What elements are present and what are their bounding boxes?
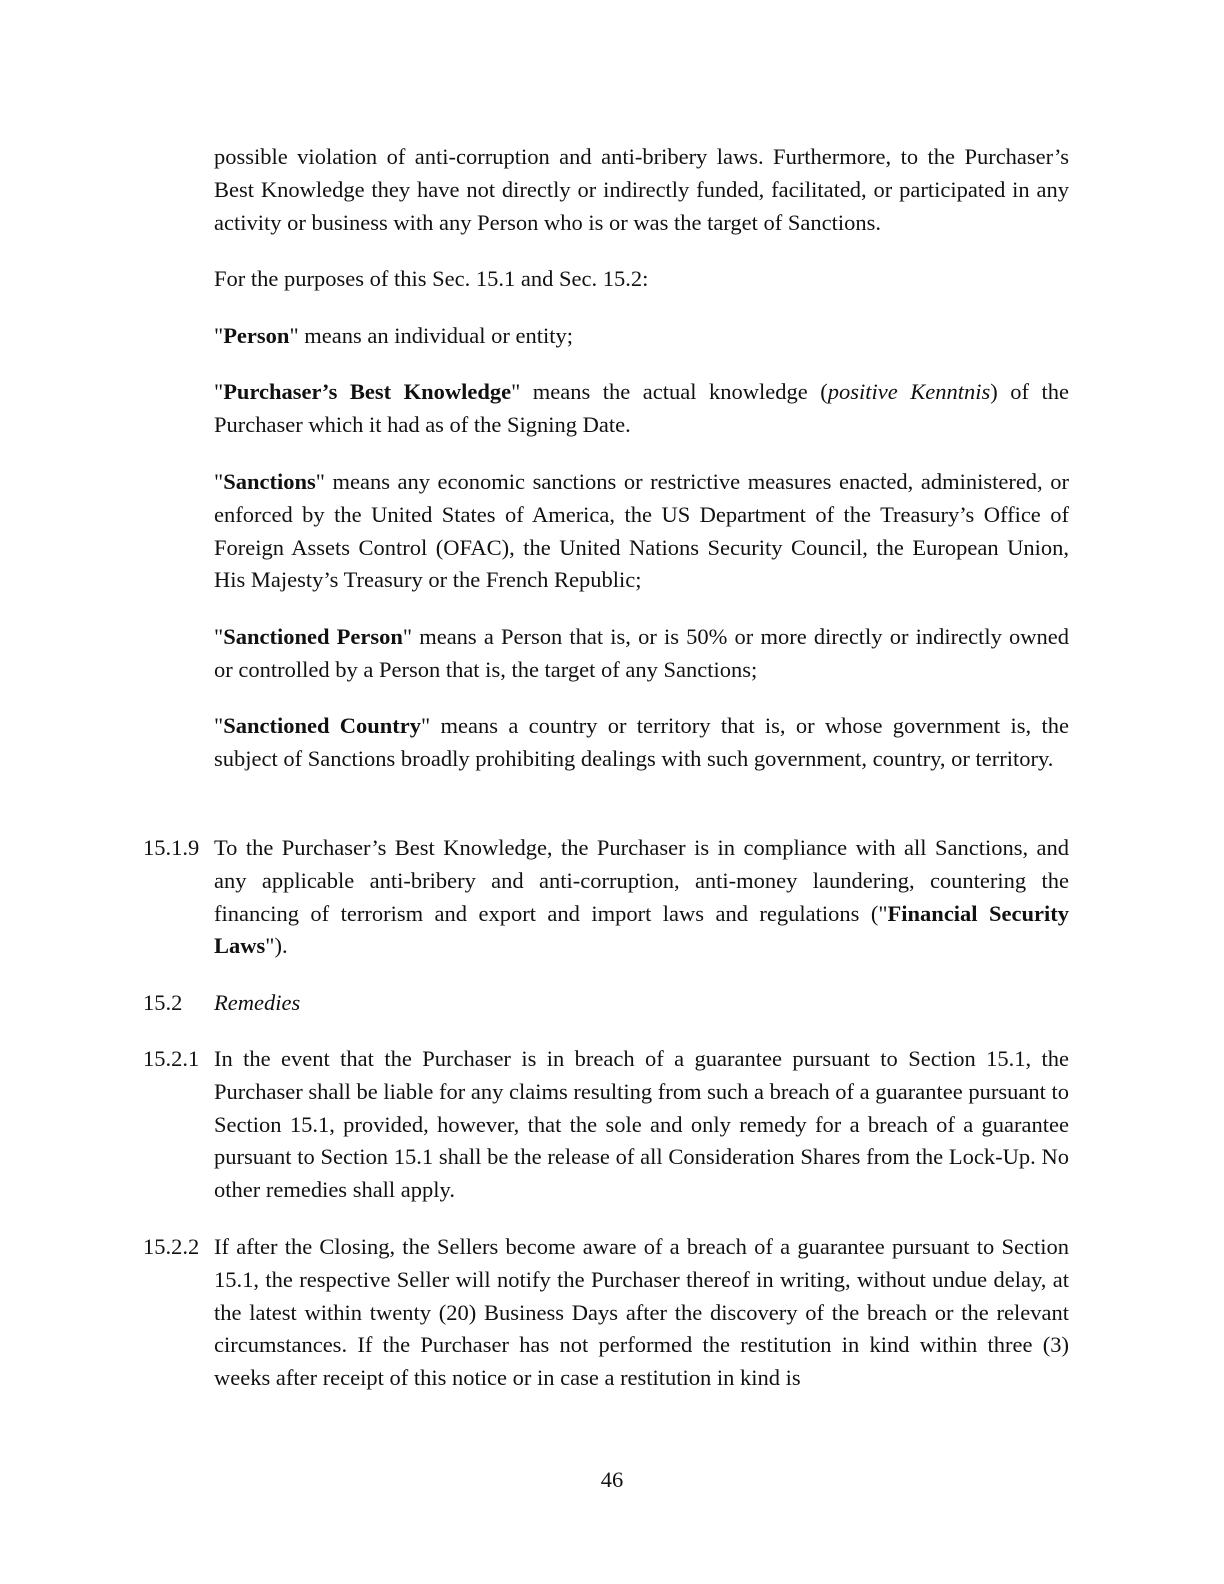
definition-text: means a country or territory that is, or whose government is, the subject of Sanctions broadly prohibiting dealings with such government, country, or territory. bbox=[214, 713, 1069, 771]
defined-term: Sanctioned Country bbox=[223, 713, 422, 738]
definition-sanctions: "Sanctions" means any economic sanctions or restrictive measures enacted, administered, or enforced by the United States of America, the US Department of the Treasury’s Office of Foreign Assets Control (OFAC), the United Nations Security Council, the European Union, His Majesty’s Treasury or the French Republic; bbox=[214, 469, 1069, 593]
definition-text: means any economic sanctions or restrictive measures enacted, administered, or enforced by the United States of America, the US Department of the Treasury’s Office of Foreign Assets Control (OFAC), the United Nations Security Council, the European Union, His Majesty’s Treasury or the French Republic; bbox=[214, 469, 1069, 593]
purposes-line: For the purposes of this Sec. 15.1 and Sec. 15.2: bbox=[214, 266, 649, 291]
definition-text: means a Person that is, or is 50% or more directly or indirectly owned or controlled by a Person that is, the target of any Sanctions; bbox=[214, 624, 1069, 682]
defined-term: Sanctioned Person bbox=[223, 624, 403, 649]
defined-term: Purchaser’s Best Knowledge bbox=[223, 379, 512, 404]
definition-text: means an individual or entity; bbox=[298, 323, 573, 348]
section-title-remedies: Remedies bbox=[214, 990, 301, 1015]
definition-best-knowledge: "Purchaser’s Best Knowledge" means the actual knowledge (positive Kenntnis) of the Purchaser which it had as of the Signing Date. bbox=[214, 379, 1069, 437]
section-number-15-2: 15.2 bbox=[143, 990, 183, 1015]
defined-term: Financial Security Laws bbox=[214, 900, 1069, 959]
defined-term: Person bbox=[223, 323, 290, 348]
intro-paragraph bbox=[214, 141, 1069, 239]
page-number: 46 bbox=[600, 1467, 624, 1492]
clause-15-2-1-text: In the event that the Purchaser is in breach of a guarantee pursuant to Section 15.1, the Purchaser shall be liable for any claims resulting from such a breach of a guarantee pursuant to Section 15.1, provided, however, that the sole and only remedy for a breach of a guarantee pursuant to Section 15.1 shall be the release of all Consideration Shares from the Lock-Up. No other remedies shall apply. bbox=[214, 1046, 1069, 1203]
clause-15-1-9-text: To the Purchaser’s Best Knowledge, the Purchaser is in compliance with all Sanctions, and any applicable anti-bribery and anti-corruption, anti-money laundering, countering the financing of terrorism and export and import laws and regulations ("Financial Security Laws"). bbox=[214, 835, 1069, 959]
definition-person: "Person" means an individual or entity; bbox=[214, 323, 573, 348]
defined-term: Sanctions bbox=[223, 469, 316, 494]
clause-number-15-2-2: 15.2.2 bbox=[143, 1234, 200, 1259]
definition-sanctioned-person: "Sanctioned Person" means a Person that is, or is 50% or more directly or indirectly owned or controlled by a Person that is, the target of any Sanctions; bbox=[214, 624, 1069, 682]
definition-sanctioned-country: "Sanctioned Country" means a country or territory that is, or whose government is, the subject of Sanctions broadly prohibiting dealings with such government, country, or territory. bbox=[214, 713, 1069, 771]
clause-number-15-2-1: 15.2.1 bbox=[143, 1046, 200, 1071]
italic-term: positive Kenntnis bbox=[827, 379, 991, 404]
clause-number-15-1-9: 15.1.9 bbox=[143, 835, 200, 860]
intro-text: possible violation of anti-corruption and anti-bribery laws. Furthermore, to the Purchaser’s Best Knowledge they have not directly or indirectly funded, facilitated, or participated in any activity or business with any Person who is or was the target of Sanctions. bbox=[214, 144, 1069, 235]
clause-15-2-2-text: If after the Closing, the Sellers become aware of a breach of a guarantee pursuant to Section 15.1, the respective Seller will notify the Purchaser thereof in writing, without undue delay, at the latest within twenty (20) Business Days after the discovery of the breach or the relevant circumstances. If the Purchaser has not performed the restitution in kind within three (3) weeks after receipt of this notice or in case a restitution in kind is bbox=[214, 1234, 1069, 1391]
